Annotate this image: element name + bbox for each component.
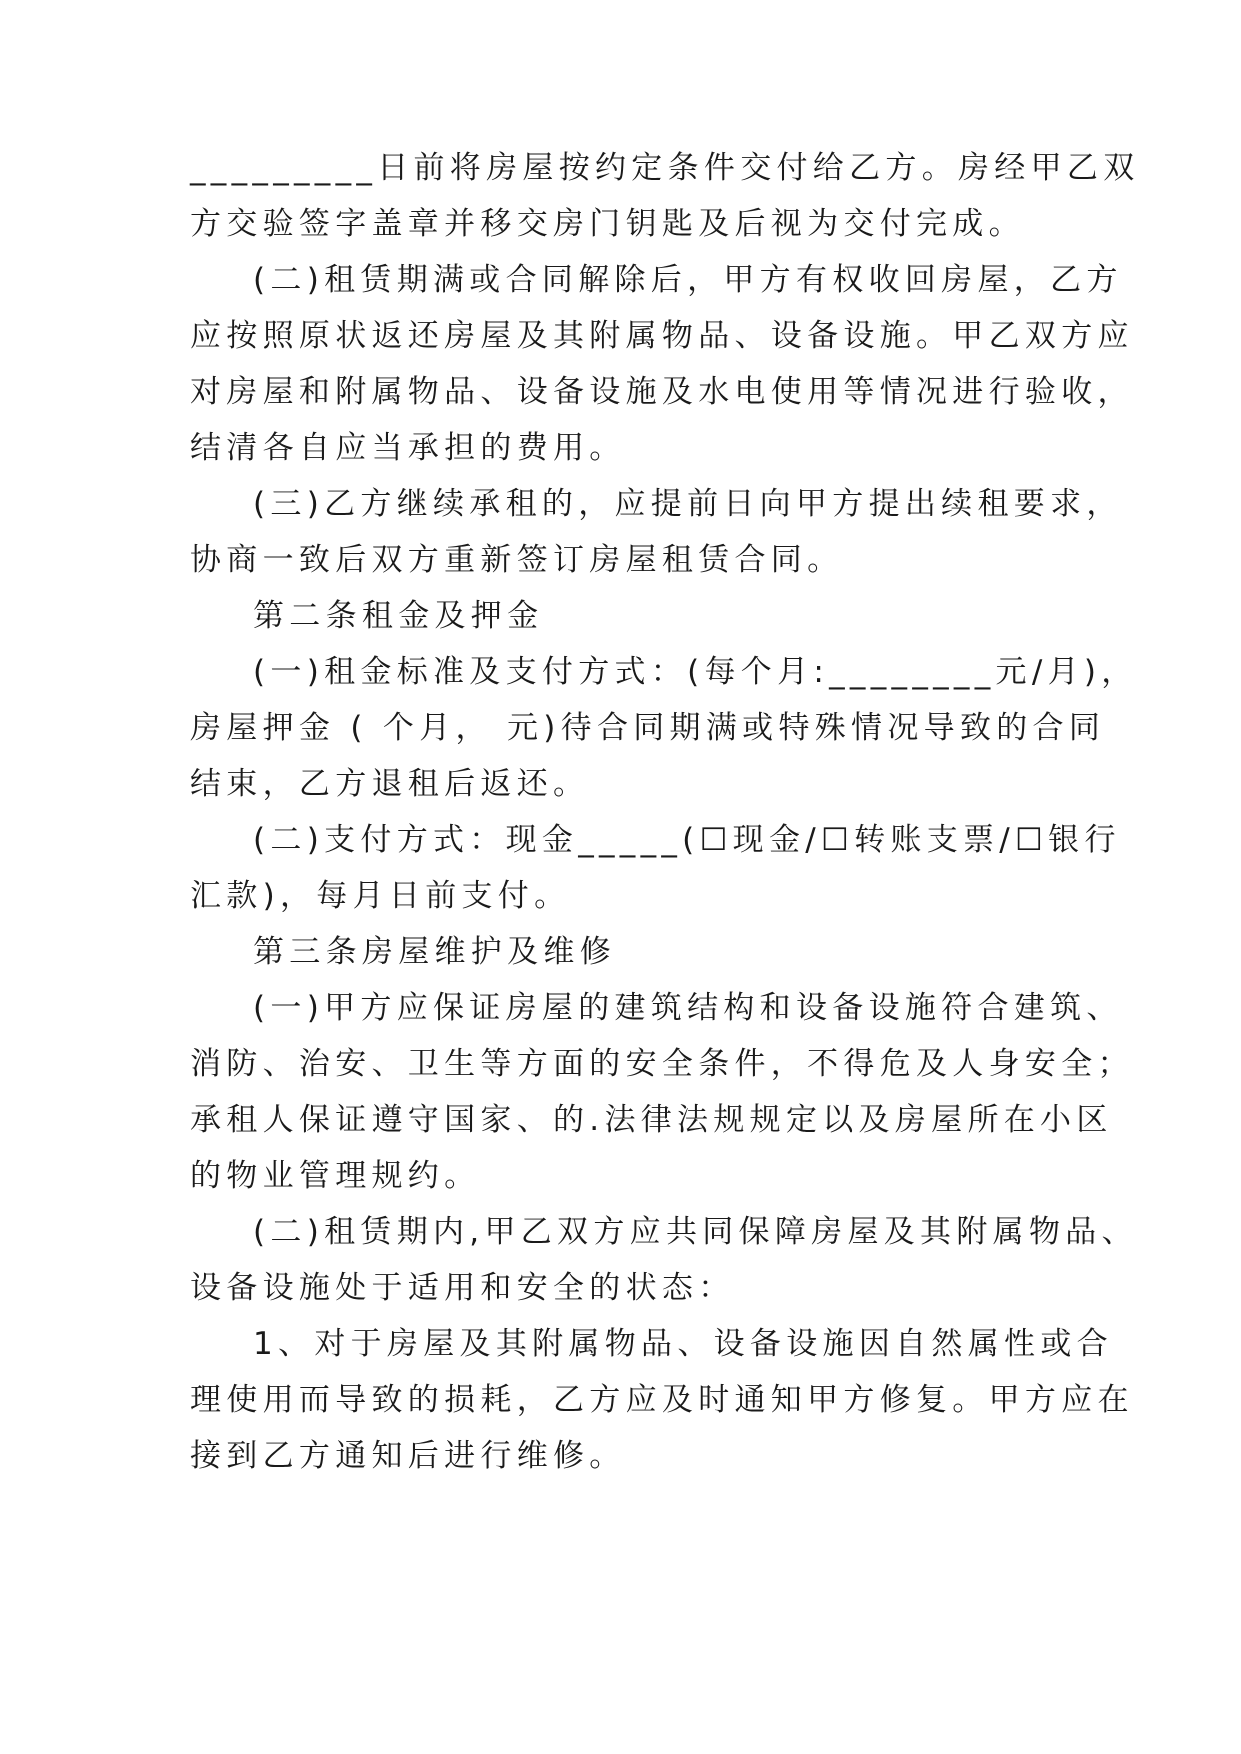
text-line: (二)支付方式：现金_____(☐现金/☐转账支票/☐银行 [253, 822, 1121, 858]
section-heading: 第二条租金及押金 [253, 598, 544, 634]
text-line: 的物业管理规约。 [190, 1158, 481, 1194]
text-line: 承租人保证遵守国家、的.法律法规规定以及房屋所在小区 [190, 1102, 1113, 1138]
text-line: 理使用而导致的损耗，乙方应及时通知甲方修复。甲方应在 [190, 1382, 1134, 1418]
text-line: 1、对于房屋及其附属物品、设备设施因自然属性或合 [253, 1326, 1113, 1362]
text-line: 房屋押金 ( 个月， 元)待合同期满或特殊情况导致的合同 [190, 710, 1106, 746]
text-line: (二)租赁期内,甲乙双方应共同保障房屋及其附属物品、 [253, 1214, 1138, 1250]
text-line: (一)租金标准及支付方式：(每个月:________元/月)， [253, 654, 1138, 690]
text-line: 消防、治安、卫生等方面的安全条件，不得危及人身安全； [190, 1046, 1134, 1082]
section-heading: 第三条房屋维护及维修 [253, 934, 616, 970]
text-line: 汇款)，每月日前支付。 [190, 878, 571, 914]
text-line: 协商一致后双方重新签订房屋租赁合同。 [190, 542, 844, 578]
text-line: (二)租赁期满或合同解除后，甲方有权收回房屋，乙方 [253, 262, 1123, 298]
text-line: 对房屋和附属物品、设备设施及水电使用等情况进行验收， [190, 374, 1134, 410]
text-line: 结束，乙方退租后返还。 [190, 766, 590, 802]
text-line: (一)甲方应保证房屋的建筑结构和设备设施符合建筑、 [253, 990, 1123, 1026]
text-line: _________日前将房屋按约定条件交付给乙方。房经甲乙双 [190, 150, 1140, 186]
text-line: 方交验签字盖章并移交房门钥匙及后视为交付完成。 [190, 206, 1025, 242]
text-line: 接到乙方通知后进行维修。 [190, 1438, 626, 1474]
text-line: 结清各自应当承担的费用。 [190, 430, 626, 466]
text-line: 应按照原状返还房屋及其附属物品、设备设施。甲乙双方应 [190, 318, 1134, 354]
text-line: (三)乙方继续承租的，应提前日向甲方提出续租要求， [253, 486, 1123, 522]
text-line: 设备设施处于适用和安全的状态： [190, 1270, 735, 1306]
